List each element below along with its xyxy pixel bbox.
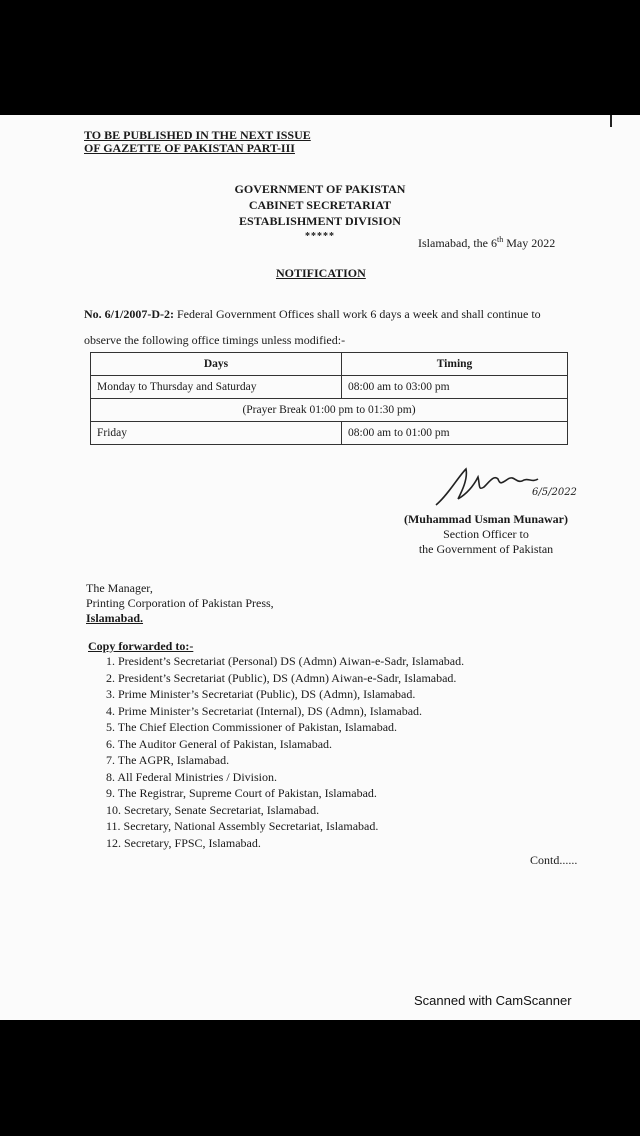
table-row — [91, 422, 568, 445]
list-item: 10. Secretary, Senate Secretariat, Islamabad. — [106, 802, 320, 817]
list-item: 8. All Federal Ministries / Division. — [106, 769, 277, 784]
header-timing: Timing — [342, 353, 568, 376]
addressee-line-3: Islamabad. — [86, 611, 144, 625]
signature-date: 6/5/2022 — [532, 487, 577, 498]
copy-forwarded-heading: Copy forwarded to:- — [88, 639, 194, 653]
copy-list — [106, 653, 464, 851]
table-header-row — [91, 353, 568, 376]
list-item: 5. The Chief Election Commissioner of Pakistan, Islamabad. — [106, 720, 398, 734]
org-line-2: CABINET SECRETARIAT — [248, 198, 392, 212]
gazette-line-2: OF GAZETTE OF PAKISTAN PART-III — [84, 141, 295, 155]
row1-timing: 08:00 am to 03:00 pm — [342, 376, 568, 399]
date-line — [418, 235, 555, 251]
row2-days: Friday — [91, 422, 342, 445]
document-page — [0, 115, 640, 1020]
row1-days: Monday to Thursday and Saturday — [91, 376, 342, 399]
signatory-block — [396, 512, 576, 557]
list-item: 11. Secretary, National Assembly Secretariat, Islamabad. — [106, 819, 379, 833]
continued-marker: Contd...... — [530, 853, 578, 867]
notification-body — [84, 301, 566, 353]
table-row — [91, 376, 568, 399]
signatory-title-2: the Government of Pakistan — [418, 542, 554, 556]
list-item: 2. President’s Secretariat (Public), DS (Admn) Aiwan-e-Sadr, Islamabad. — [106, 670, 457, 685]
org-line-1: GOVERNMENT OF PAKISTAN — [234, 182, 406, 196]
gazette-line-1: TO BE PUBLISHED IN THE NEXT ISSUE — [84, 128, 311, 142]
signatory-name: (Muhammad Usman Munawar) — [403, 512, 568, 526]
list-item: 1. President’s Secretariat (Personal) DS (Admn) Aiwan-e-Sadr, Islamabad. — [106, 654, 465, 668]
header-days: Days — [91, 353, 342, 376]
separator-stars: ***** — [305, 231, 335, 242]
signatory-title-1: Section Officer to — [443, 527, 529, 541]
organization-heading — [200, 181, 440, 245]
handwritten-signature — [428, 465, 578, 511]
date-prefix: Islamabad, the 6 — [418, 236, 497, 250]
gazette-notice — [84, 129, 311, 155]
addressee-line-2: Printing Corporation of Pakistan Press, — [86, 596, 274, 610]
addressee-line-1: The Manager, — [86, 581, 153, 595]
list-item: 6. The Auditor General of Pakistan, Islamabad. — [106, 736, 333, 751]
list-item: 4. Prime Minister’s Secretariat (Internal), DS (Admn), Islamabad. — [106, 703, 423, 718]
scanner-watermark: Scanned with CamScanner — [414, 993, 572, 1008]
reference-number: No. 6/1/2007-D-2: — [84, 307, 174, 321]
prayer-break: (Prayer Break 01:00 pm to 01:30 pm) — [91, 399, 568, 422]
notification-title: NOTIFICATION — [276, 266, 366, 280]
office-timings-table — [90, 352, 568, 445]
body-text: Federal Government Offices shall work 6 days a week and shall continue to observe the following office timings unless modified:- — [84, 307, 541, 347]
list-item: 7. The AGPR, Islamabad. — [106, 753, 230, 767]
row2-timing: 08:00 am to 01:00 pm — [342, 422, 568, 445]
list-item: 9. The Registrar, Supreme Court of Pakistan, Islamabad. — [106, 786, 377, 800]
org-line-3: ESTABLISHMENT DIVISION — [239, 214, 401, 228]
list-item: 12. Secretary, FPSC, Islamabad. — [106, 835, 261, 850]
addressee-block — [86, 581, 274, 626]
list-item: 3. Prime Minister’s Secretariat (Public), DS (Admn), Islamabad. — [106, 687, 416, 701]
table-row — [91, 399, 568, 422]
date-suffix: May 2022 — [503, 236, 556, 250]
date-ordinal: th — [496, 235, 504, 244]
page-edge-mark — [610, 115, 612, 127]
